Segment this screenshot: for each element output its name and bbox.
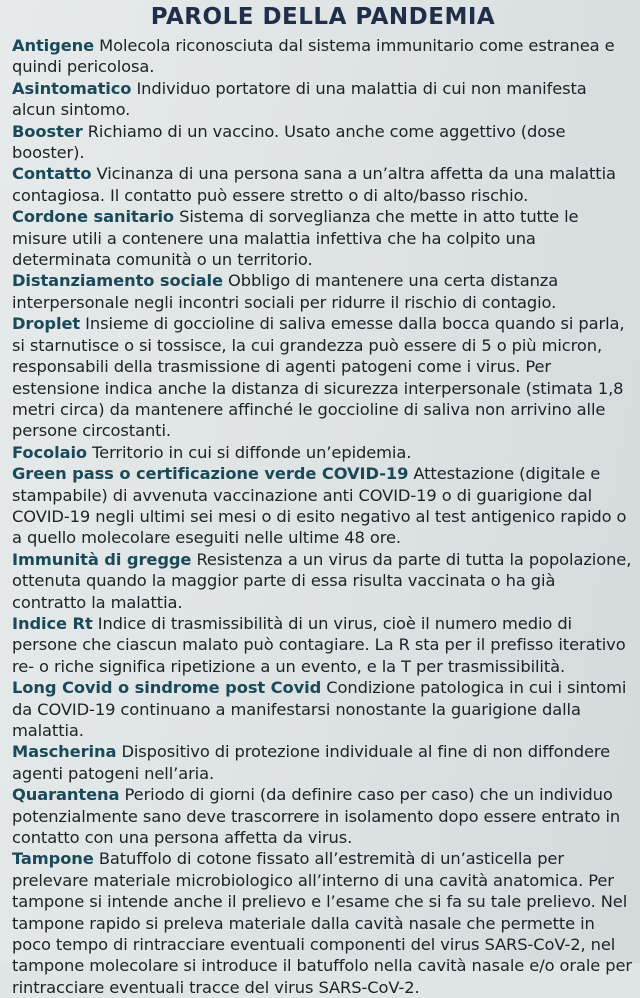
glossary-entry-distanziamento-sociale: [12, 270, 634, 313]
entry-definition: Sistema di sorveglianza che mette in atto tutte le misure utili a contenere una malattia infettiva che ha colpito una determinata comunità o un territorio.: [12, 207, 579, 270]
entry-definition: Dispositivo di protezione individuale al fine di non diffondere agenti patogeni nell’aria.: [12, 742, 611, 783]
entry-term: Long Covid o sindrome post Covid: [12, 678, 322, 698]
entry-definition: Territorio in cui si diffonde un’epidemia.: [92, 442, 412, 462]
entry-definition: Periodo di giorni (da definire caso per caso) che un individuo potenzialmente sano deve trascorrere in isolamento dopo essere entrato in contatto con una persona affetta da virus.: [12, 785, 621, 848]
entry-term: Contatto: [12, 164, 92, 184]
glossary-entry-tampone: [12, 848, 634, 998]
entry-term: Distanziamento sociale: [12, 271, 223, 291]
glossary-entry-asintomatico: [12, 78, 634, 121]
glossary-entry-focolaio: [12, 442, 634, 463]
entry-term: Quarantena: [12, 785, 120, 805]
entry-definition: Condizione patologica in cui i sintomi da COVID-19 continuano a manifestarsi nonostante la guarigione dalla malattia.: [12, 678, 627, 740]
entry-term: Indice Rt: [12, 613, 93, 633]
glossary-entry-antigene: [12, 35, 634, 78]
entry-definition: Individuo portatore di una malattia di cui non manifesta alcun sintomo.: [12, 78, 587, 120]
entry-term: Green pass o certificazione verde COVID-19: [12, 464, 409, 484]
glossary-entry-green-pass: [12, 463, 634, 549]
page-title: PAROLE DELLA PANDEMIA: [150, 4, 496, 30]
entry-term: Immunità di gregge: [12, 549, 192, 569]
entry-definition: Batuffolo di cotone fissato all’estremità di un’asticella per prelevare materiale microbiologico all’interno di una cavità anatomica. Per tampone si intende anche il prelievo e l’esame che si fa su tale prelievo. Nel tampone rapido si preleva materiale dalla cavità nasale che permette in poco tempo di rintracciare eventuali componenti del virus SARS-CoV-2, nel tampone molecolare si introduce il batuffolo nella cavità nasale e/o orale per rintracciare eventuali tracce del virus SARS-CoV-2.: [12, 849, 633, 997]
entry-term: Cordone sanitario: [12, 207, 175, 227]
entry-term: Tampone: [12, 849, 94, 869]
entry-term: Mascherina: [12, 742, 117, 762]
glossary-entry-mascherina: [12, 741, 634, 784]
glossary-entry-cordone-sanitario: [12, 206, 634, 270]
entry-definition: Insieme di goccioline di saliva emesse dalla bocca quando si parla, si starnutisce o si tossisce, la cui grandezza può essere di 5 o più micron, responsabili della trasmissione di agenti patogeni come i virus. Per estensione indica anche la distanza di sicurezza interpersonale (stimata 1,8 metri circa) da mantenere affinché le goccioline di saliva non arrivino alle persone circostanti.: [12, 314, 625, 441]
entry-definition: Attestazione (digitale e stampabile) di avvenuta vaccinazione anti COVID-19 o di guarigione dal COVID-19 negli ultimi sei mesi o di esito negativo al test antigenico rapido o a quello molecolare eseguiti nelle ultime 48 ore.: [12, 464, 627, 548]
glossary-entry-booster: [12, 121, 634, 164]
glossary-entry-quarantena: [12, 784, 634, 848]
glossary-entry-droplet: [12, 313, 634, 441]
glossary-entry-long-covid: [12, 677, 634, 741]
entry-definition: Molecola riconosciuta dal sistema immunitario come estranea e quindi pericolosa.: [12, 36, 615, 77]
entry-definition: Vicinanza di una persona sana a un’altra affetta da una malattia contagiosa. Il contatto può essere stretto o di alto/basso rischio.: [12, 164, 616, 205]
entry-definition: Obbligo di mantenere una certa distanza interpersonale negli incontri sociali per ridurre il rischio di contagio.: [12, 271, 559, 312]
glossary-entry-contatto: [12, 163, 634, 206]
glossary-entry-indice-rt: [12, 613, 634, 677]
entry-definition: Resistenza a un virus da parte di tutta la popolazione, ottenuta quando la maggior parte di essa risulta vaccinata o ha già contratto la malattia.: [12, 549, 632, 612]
entry-definition: Indice di trasmissibilità di un virus, cioè il numero medio di persone che ciascun malato può contagiare. La R sta per il prefisso iterativo re- o riche significa ripetizione a un evento, e la T per trasmissibilità.: [12, 613, 626, 676]
glossary-entry-immunita-di-gregge: [12, 549, 634, 613]
entry-term: Droplet: [12, 314, 81, 334]
entry-term: Focolaio: [12, 442, 88, 462]
entry-definition: Richiamo di un vaccino. Usato anche come aggettivo (dose booster).: [12, 121, 566, 163]
entry-term: Booster: [12, 121, 83, 141]
entry-term: Antigene: [12, 36, 95, 55]
entry-term: Asintomatico: [12, 78, 132, 98]
